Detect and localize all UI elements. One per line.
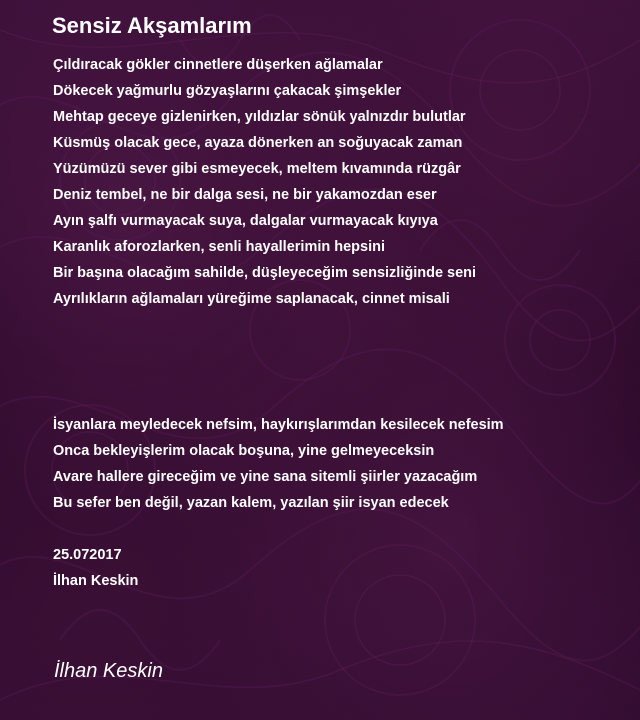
- poem-stanza-2: [53, 412, 504, 516]
- poem-line: Yüzümüzü sever gibi esmeyecek, meltem kıvamında rüzgâr: [53, 161, 461, 177]
- poem-stanza-1: [53, 52, 476, 312]
- poem-line: Ayın şalfı vurmayacak suya, dalgalar vurmayacak kıyıya: [53, 213, 438, 229]
- poem-line: Deniz tembel, ne bir dalga sesi, ne bir yakamozdan eser: [53, 187, 437, 203]
- poem-line: Karanlık aforozlarken, senli hayallerimin hepsini: [53, 239, 386, 255]
- poem-line: Avare hallere gireceğim ve yine sana sitemli şiirler yazacağım: [53, 469, 478, 485]
- poem-author: İlhan Keskin: [53, 573, 139, 589]
- poem-line: Bir başına olacağım sahilde, düşleyeceğim sensizliğinde seni: [53, 265, 477, 281]
- poem-date: 25.072017: [53, 547, 122, 563]
- poem-line: Küsmüş olacak gece, ayaza dönerken an soğuyacak zaman: [53, 135, 463, 151]
- poem-line: Dökecek yağmurlu gözyaşlarını çakacak şimşekler: [53, 83, 402, 99]
- poem-title: Sensiz Akşamlarım: [52, 13, 252, 38]
- author-signature: İlhan Keskin: [54, 660, 163, 682]
- poem-line: Çıldıracak gökler cinnetlere düşerken ağlamalar: [53, 57, 383, 73]
- poem-meta: [53, 542, 138, 594]
- poem-line: Mehtap geceye gizlenirken, yıldızlar sönük yalnızdır bulutlar: [53, 109, 466, 125]
- poem-line: İsyanlara meyledecek nefsim, haykırışlarımdan kesilecek nefesim: [53, 417, 504, 433]
- poem-line: Onca bekleyişlerim olacak boşuna, yine gelmeyeceksin: [53, 443, 435, 459]
- poem-line: Bu sefer ben değil, yazan kalem, yazılan şiir isyan edecek: [53, 495, 449, 511]
- poem-line: Ayrılıkların ağlamaları yüreğime saplanacak, cinnet misali: [53, 291, 450, 307]
